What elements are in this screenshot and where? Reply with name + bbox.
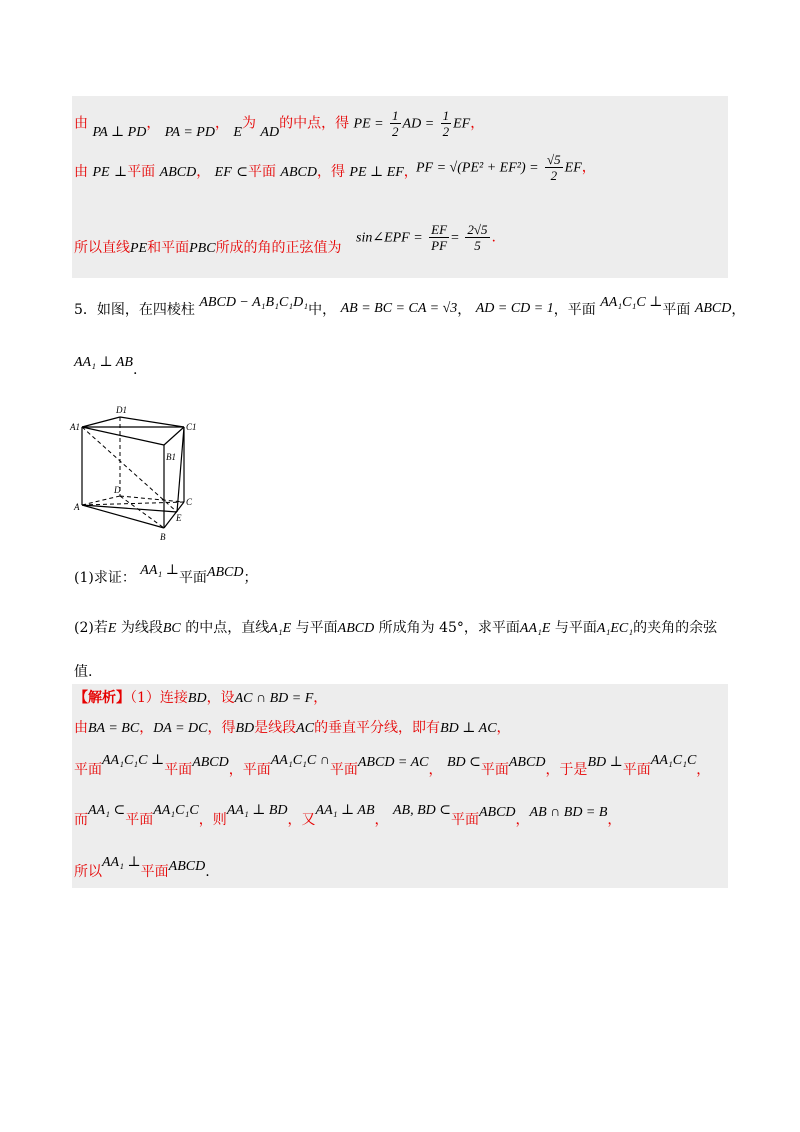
math: AA₁C₁C ∩ <box>270 753 330 768</box>
text: ， <box>457 302 472 318</box>
text: 平面 <box>247 164 276 180</box>
label-D1: D1 <box>116 405 127 415</box>
math: AD <box>260 124 280 140</box>
math: A₁EC₁ <box>596 621 634 636</box>
math: BD <box>187 691 207 706</box>
hidden-edge-AC <box>82 502 184 505</box>
label-A1: A1 <box>70 422 80 432</box>
math: EF <box>564 160 582 176</box>
math: AA₁C₁C <box>650 753 697 768</box>
solution-label: 【解析】 <box>74 690 130 706</box>
text: ， <box>607 812 622 828</box>
math: ABCD <box>280 165 317 180</box>
math: sin∠EPF = <box>356 230 423 246</box>
math: ABCD <box>508 755 546 770</box>
text: 的垂直平分线，即有 <box>314 720 441 736</box>
label-E: E <box>176 513 182 523</box>
text: (1)求证： <box>74 570 136 586</box>
label-B1: B1 <box>166 452 176 462</box>
text: 平面 <box>125 812 154 828</box>
text: ， <box>470 115 485 132</box>
denominator: PF <box>431 238 448 253</box>
math: AA₁ ⊥ <box>140 563 179 578</box>
numerator: 1 <box>442 108 450 123</box>
math: AA₁C₁C ⊥ <box>600 295 663 310</box>
text: ， <box>146 115 161 132</box>
text: ， <box>428 762 443 778</box>
text: ， <box>696 762 711 778</box>
text: 所以直线 <box>74 240 130 256</box>
prism-figure <box>68 402 208 544</box>
solution-line-3 <box>74 753 711 781</box>
text: 与平面 <box>554 620 597 636</box>
text: ， <box>731 302 746 318</box>
text: ，则 <box>198 812 227 828</box>
text: 由 <box>74 164 88 180</box>
numerator: √5 <box>547 152 561 167</box>
math: A₁E <box>269 621 292 636</box>
denominator: 2 <box>392 124 399 139</box>
text: 平面 <box>662 302 691 318</box>
math: ABCD <box>694 301 732 316</box>
math: PA ⊥ PD <box>92 124 147 140</box>
text: 平面 <box>450 812 479 828</box>
math: AA₁E <box>519 621 551 636</box>
edge-D1C1 <box>120 417 184 427</box>
text: 与平面 <box>295 620 338 636</box>
text: 的中点，直线 <box>185 620 270 636</box>
denominator: 2 <box>550 168 558 183</box>
fraction <box>390 108 401 139</box>
segment-C1E <box>177 427 184 512</box>
math: AD = <box>402 116 435 132</box>
text: ，得 <box>207 720 236 736</box>
math: PE = <box>353 116 384 132</box>
text: ， <box>403 164 418 180</box>
denominator: 2 <box>442 124 450 139</box>
text: 平面 <box>242 762 271 778</box>
numerator: 1 <box>392 108 399 123</box>
question-2-line-1 <box>74 618 717 639</box>
text: ， <box>374 812 389 828</box>
math: ABCD <box>168 859 206 874</box>
problem-5-line-2 <box>74 352 138 378</box>
text: ，又 <box>287 812 316 828</box>
math: AA₁ ⊂ <box>88 803 126 818</box>
text: ， <box>214 115 229 132</box>
math: BD <box>235 721 255 736</box>
text: 平面 <box>164 762 193 778</box>
solution-line-5 <box>74 855 210 883</box>
text: . <box>133 362 138 378</box>
text: ，设 <box>206 690 235 706</box>
math: ABCD <box>206 565 244 580</box>
math: AB = BC = CA = √3 <box>340 301 458 316</box>
solution-line-2 <box>74 718 511 739</box>
label-B: B <box>160 532 166 542</box>
sin-formula <box>356 222 496 253</box>
hidden-segment-A1E <box>82 427 177 512</box>
text: 平面 <box>480 762 509 778</box>
text: ， <box>515 812 530 828</box>
text: （1）连接 <box>130 690 188 706</box>
text: ，得 <box>316 164 345 180</box>
math: PE ⊥ EF <box>349 165 404 180</box>
math: AB, BD ⊂ <box>392 803 451 818</box>
math: BD ⊥ <box>587 755 623 770</box>
math: ABCD = AC <box>357 755 429 770</box>
edge-A1D1 <box>82 417 120 427</box>
edge-B1C1 <box>164 427 184 445</box>
text: 的中点，得 <box>279 115 350 132</box>
numerator: EF <box>431 222 448 237</box>
text: 为 <box>241 115 256 132</box>
math: AD = CD = 1 <box>475 301 554 316</box>
text: 中， <box>308 302 337 318</box>
text: 平面 <box>140 864 169 880</box>
hidden-edge-AD <box>82 496 120 505</box>
text: 由 <box>74 115 88 132</box>
math: E <box>233 124 242 140</box>
math: AC <box>296 721 315 736</box>
text: 平面 <box>178 570 207 586</box>
prev-solution-line-2 <box>74 162 418 183</box>
hidden-segment-DB <box>120 496 164 528</box>
text: ， <box>139 720 154 736</box>
math: BD ⊂ <box>446 755 481 770</box>
math: BD ⊥ AC <box>440 721 497 736</box>
text: 所成角为 45°，求平面 <box>378 620 520 636</box>
text: 5．如图，在四棱柱 <box>74 302 195 318</box>
math: AB ∩ BD = B <box>529 805 608 820</box>
math: PA = PD <box>164 124 215 140</box>
text: ， <box>228 762 243 778</box>
fraction <box>441 108 452 139</box>
math: AA₁ ⊥ BD <box>226 803 288 818</box>
text: 的夹角的余弦 <box>633 620 718 636</box>
math: E <box>107 621 117 636</box>
math: ⊂ <box>236 164 248 180</box>
text: 值. <box>74 664 93 680</box>
label-C1: C1 <box>186 422 197 432</box>
label-C: C <box>186 497 193 507</box>
math: DA = DC <box>153 721 208 736</box>
math: AA₁ ⊥ AB <box>74 355 133 370</box>
math: ABCD <box>192 755 229 770</box>
math: AA₁ ⊥ <box>102 855 141 870</box>
fraction <box>545 152 563 183</box>
text: (2)若 <box>74 620 108 636</box>
math: PF = √(PE² + EF²) = <box>416 160 539 176</box>
math: EF <box>453 116 471 132</box>
fraction <box>465 222 489 253</box>
text: ，平面 <box>553 302 596 318</box>
label-D: D <box>114 485 121 495</box>
math: BA = BC <box>88 721 140 736</box>
math: ⊥ <box>114 164 128 180</box>
text: ， <box>313 690 328 706</box>
text: . <box>205 864 210 880</box>
text: ， <box>496 720 511 736</box>
text: 平面 <box>74 762 102 778</box>
math: ABCD <box>159 165 197 180</box>
text: ，于是 <box>545 762 588 778</box>
math: AA₁C₁C ⊥ <box>102 753 165 768</box>
text: 而 <box>74 812 88 828</box>
pf-formula <box>416 152 596 183</box>
text: 为线段 <box>120 620 163 636</box>
math: EF <box>214 165 232 180</box>
math: AA₁C₁C <box>153 803 199 818</box>
solution-line-4 <box>74 803 622 831</box>
text: 由 <box>74 720 88 736</box>
math: PE <box>130 241 148 256</box>
question-1 <box>74 563 258 589</box>
math: PE <box>92 165 110 180</box>
problem-5-line-1 <box>74 295 746 321</box>
math: AC ∩ BD = F <box>234 691 314 706</box>
text: 所以 <box>74 864 102 880</box>
prev-solution-line-1 <box>74 108 484 139</box>
text: 平面 <box>127 164 156 180</box>
question-2-line-2 <box>74 662 92 682</box>
math: ABCD <box>337 621 375 636</box>
denominator: 5 <box>474 238 481 253</box>
label-A: A <box>74 502 80 512</box>
text: 是线段 <box>254 720 297 736</box>
text: ， <box>196 164 211 180</box>
prev-solution-line-3 <box>74 238 342 259</box>
math: AA₁ ⊥ AB <box>315 803 375 818</box>
text: . <box>491 229 496 246</box>
solution-line-1 <box>74 688 327 709</box>
edge-A1B1 <box>82 427 164 445</box>
text: 和平面 <box>147 240 190 256</box>
text: 平面 <box>622 762 651 778</box>
text: 平面 <box>329 762 358 778</box>
math: ABCD <box>478 805 516 820</box>
math: = <box>451 230 459 246</box>
text: ， <box>581 159 596 176</box>
math: ABCD − A₁B₁C₁D₁ <box>199 295 309 310</box>
math: BC <box>162 621 181 636</box>
text: 所成的角的正弦值为 <box>215 240 342 256</box>
numerator: 2√5 <box>467 222 488 237</box>
hidden-edge-DC <box>120 496 184 502</box>
text: ； <box>243 570 258 586</box>
fraction <box>429 222 449 253</box>
solution-box <box>72 684 728 888</box>
math: PBC <box>189 241 216 256</box>
